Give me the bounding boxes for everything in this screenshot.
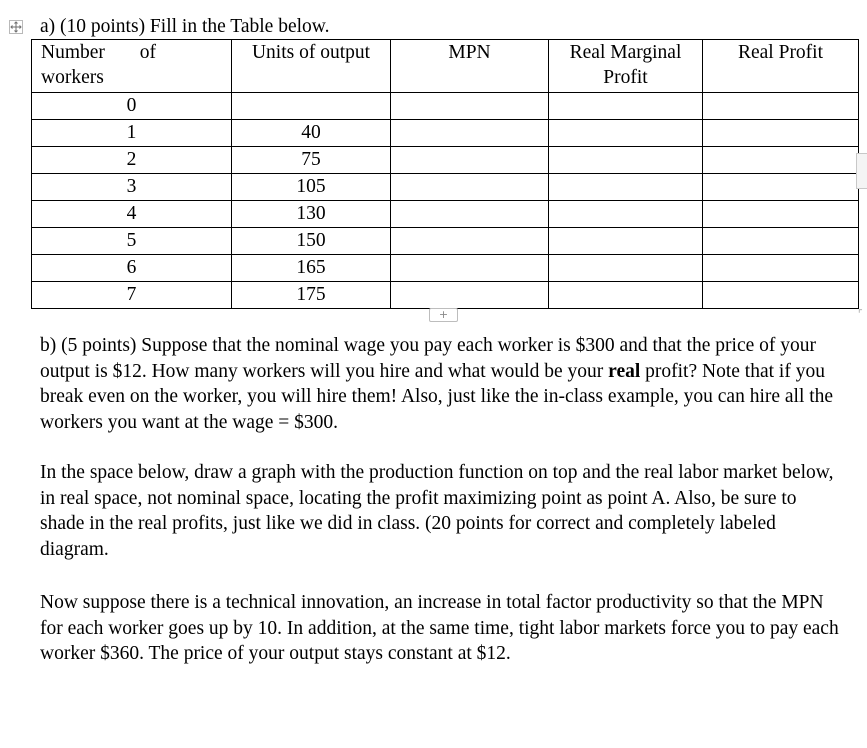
cell-output[interactable]: 130 — [232, 201, 391, 228]
cell-marginal-profit[interactable] — [549, 120, 703, 147]
table-header-row — [32, 40, 859, 93]
cell-output[interactable]: 150 — [232, 228, 391, 255]
cell-mpn[interactable] — [391, 174, 549, 201]
cell-workers[interactable]: 3 — [32, 174, 232, 201]
cell-marginal-profit[interactable] — [549, 282, 703, 309]
question-b-text-2: profit? Note that if you break even on the worker, you will hire them! Also, just like the in-class example, you can hire all the workers you want at the wage = $300. — [40, 360, 834, 433]
cell-marginal-profit[interactable] — [549, 174, 703, 201]
scenario-change-paragraph: Now suppose there is a technical innovation, an increase in total factor productivity so that the MPN for each worker goes up by 10. In addition, at the same time, tight labor markets force you to pay each worker $360. The price of your output stays constant at $12. — [40, 592, 839, 664]
question-b-text-1: b) (5 points) Suppose that the nominal wage you pay each worker is $300 and that the price of your output is $12. How many workers will you hire and what would be your — [40, 335, 817, 382]
header-workers-word1: Number — [41, 42, 105, 63]
cell-output[interactable]: 165 — [232, 255, 391, 282]
cell-mpn[interactable] — [391, 255, 549, 282]
table-row — [32, 120, 859, 147]
cell-marginal-profit[interactable] — [549, 255, 703, 282]
cell-workers[interactable]: 6 — [32, 255, 232, 282]
cell-real-profit[interactable] — [703, 120, 859, 147]
header-units-of-output[interactable] — [232, 40, 391, 93]
cell-real-profit[interactable] — [703, 201, 859, 228]
table-row — [32, 255, 859, 282]
cell-real-profit[interactable] — [703, 174, 859, 201]
table-move-handle-icon[interactable] — [9, 20, 23, 34]
cell-output[interactable]: 40 — [232, 120, 391, 147]
question-b-paragraph — [40, 333, 840, 435]
cell-workers[interactable]: 5 — [32, 228, 232, 255]
cell-output[interactable]: 105 — [232, 174, 391, 201]
header-real-profit-label: Real Profit — [737, 42, 824, 63]
header-number-of-workers[interactable] — [32, 40, 232, 93]
graph-instructions-paragraph: In the space below, draw a graph with the production function on top and the real labor market below, in real space, not nominal space, locating the profit maximizing point as point A. Also, be sure to shade in the real profits, just like we did in class. (20 points for correct and completely labeled diagram. — [40, 462, 834, 560]
add-row-button[interactable]: + — [429, 308, 458, 322]
cell-real-profit[interactable] — [703, 255, 859, 282]
cell-workers[interactable]: 0 — [32, 93, 232, 120]
header-workers-word3: workers — [41, 67, 104, 88]
cell-real-profit[interactable] — [703, 228, 859, 255]
cell-real-profit[interactable] — [703, 147, 859, 174]
table-column-marker[interactable] — [856, 153, 867, 189]
question-a-title: a) (10 points) Fill in the Table below. — [40, 16, 330, 37]
cell-marginal-profit[interactable] — [549, 147, 703, 174]
table-row — [32, 174, 859, 201]
header-marginal-line1: Real Marginal — [569, 42, 682, 63]
header-real-marginal-profit[interactable] — [549, 40, 703, 93]
cell-marginal-profit[interactable] — [549, 93, 703, 120]
table-row — [32, 228, 859, 255]
header-marginal-line2: Profit — [603, 67, 648, 88]
table-row — [32, 201, 859, 228]
table-row — [32, 147, 859, 174]
cell-marginal-profit[interactable] — [549, 228, 703, 255]
cell-output[interactable]: 175 — [232, 282, 391, 309]
cell-mpn[interactable] — [391, 282, 549, 309]
header-real-profit[interactable] — [703, 40, 859, 93]
header-mpn-label: MPN — [448, 42, 491, 63]
cell-mpn[interactable] — [391, 93, 549, 120]
cell-workers[interactable]: 7 — [32, 282, 232, 309]
cell-real-profit[interactable] — [703, 93, 859, 120]
table-row — [32, 93, 859, 120]
cell-workers[interactable]: 4 — [32, 201, 232, 228]
cell-mpn[interactable] — [391, 201, 549, 228]
cell-mpn[interactable] — [391, 228, 549, 255]
cell-mpn[interactable] — [391, 120, 549, 147]
question-b-bold-real: real — [608, 360, 641, 382]
table-row — [32, 282, 859, 309]
resize-corner-icon[interactable]: ⌜ — [858, 309, 863, 320]
cell-marginal-profit[interactable] — [549, 201, 703, 228]
cell-output[interactable] — [232, 93, 391, 120]
production-table — [31, 39, 859, 309]
cell-workers[interactable]: 1 — [32, 120, 232, 147]
cell-output[interactable]: 75 — [232, 147, 391, 174]
cell-workers[interactable]: 2 — [32, 147, 232, 174]
header-output-label: Units of output — [251, 42, 371, 63]
header-workers-word2: of — [139, 42, 156, 63]
cell-real-profit[interactable] — [703, 282, 859, 309]
cell-mpn[interactable] — [391, 147, 549, 174]
header-mpn[interactable] — [391, 40, 549, 93]
